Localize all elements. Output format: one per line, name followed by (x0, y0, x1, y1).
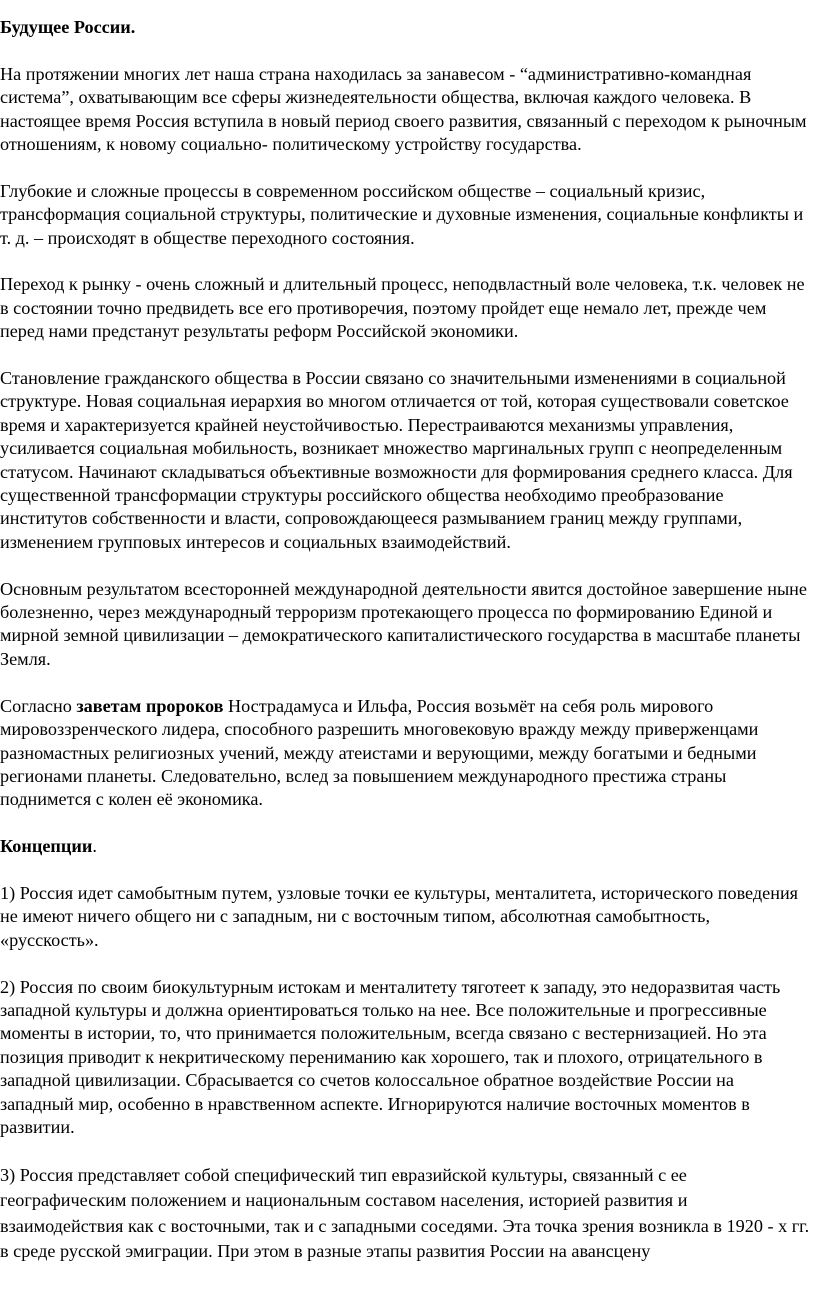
prophets-bold-phrase: заветам пророков (76, 695, 224, 716)
concept-3: 3) Россия представляет собой специфический тип евразийской культуры, связанный с ее географическим положением и национальным составом населения, историей развития и взаимодействия как с восточными, так и с западными соседями. Эта точка зрения возникла в 1920 - х гг. в среде русской эмиграции. При этом в разные этапы развития России на авансцену (0, 1164, 810, 1261)
concepts-heading-dot: . (92, 836, 97, 857)
paragraph-civil-society: Становление гражданского общества в России связано со значительными изменениями в социальной структуре. Новая социальная иерархия во многом отличается от той, которая существовали советское время и характеризуется крайней неустойчивостью. Перестраиваются механизмы управления, усиливается социальная мобильность, возникает множество маргинальных групп с неопределенным статусом. Начинают складываться объективные возможности для формирования среднего класса. Для существенной трансформации структуры российского общества необходимо преобразование институтов собственности и власти, сопровождающееся размыванием границ между группами, изменением групповых интересов и социальных взаимодействий. (0, 368, 793, 552)
concepts-heading-text: Концепции (0, 836, 93, 857)
paragraph-market-transition: Переход к рынку - очень сложный и длительный процесс, неподвластный воле человека, т.к. человек не в состоянии точно предвидеть все его противоречия, поэтому пройдет еще немало лет, прежде чем перед нами предстанут результаты реформ Российской экономики. (0, 274, 805, 342)
prophets-prefix: Согласно (0, 695, 77, 716)
concept-2: 2) Россия по своим биокультурным истокам и менталитету тяготеет к западу, это недоразвитая часть западной культуры и должна ориентироваться только на нее. Все положительные и прогрессивные моменты в истории, то, что принимается положительным, всегда связано с вестернизацией. Но эта позиция приводит к некритическому перениманию как хорошего, так и плохого, отрицательного в западной цивилизации. Сбрасывается со счетов колоссальное обратное воздействие России на западный мир, особенно в нравственном аспекте. Игнорируются наличие восточных моментов в развитии. (0, 976, 781, 1137)
prophets-rest: Нострадамуса и Ильфа, Россия возьмёт на себя роль мирового мировоззренческого лидера, способного разрешить многовековую вражду между приверженцами разномастных религиозных учений, между атеистами и верующими, между богатыми и бедными регионами планеты. Следовательно, вслед за повышением международного престижа страны поднимется с колен её экономика. (0, 695, 759, 810)
concept-1: 1) Россия идет самобытным путем, узловые точки ее культуры, менталитета, исторического поведения не имеют ничего общего ни с западным, ни с восточным типом, абсолютная самобытность, «русскость». (0, 882, 799, 950)
paragraph-prophets (0, 695, 812, 812)
concepts-heading (0, 835, 812, 858)
paragraph-processes: Глубокие и сложные процессы в современном российском обществе – социальный кризис, трансформация социальной структуры, политические и духовные изменения, социальные конфликты и т. д. – происходят в обществе переходного состояния. (0, 180, 804, 248)
paragraph-intro: На протяжении многих лет наша страна находилась за занавесом - “административно-командная система”, охватывающим все сферы жизнедеятельности общества, включая каждого человека. В настоящее время Россия вступила в новый период своего развития, связанный с переходом к рыночным отношениям, к новому социально- политическому устройству государства. (0, 63, 807, 155)
paragraph-international-activity: Основным результатом всесторонней международной деятельности явится достойное завершение ныне болезненно, через международный терроризм протекающего процесса по формированию Единой и мирной земной цивилизации – демократического капиталистического государства в масштабе планеты Земля. (0, 578, 807, 669)
document-body (0, 16, 812, 1264)
document-title: Будущее России. (0, 17, 136, 37)
